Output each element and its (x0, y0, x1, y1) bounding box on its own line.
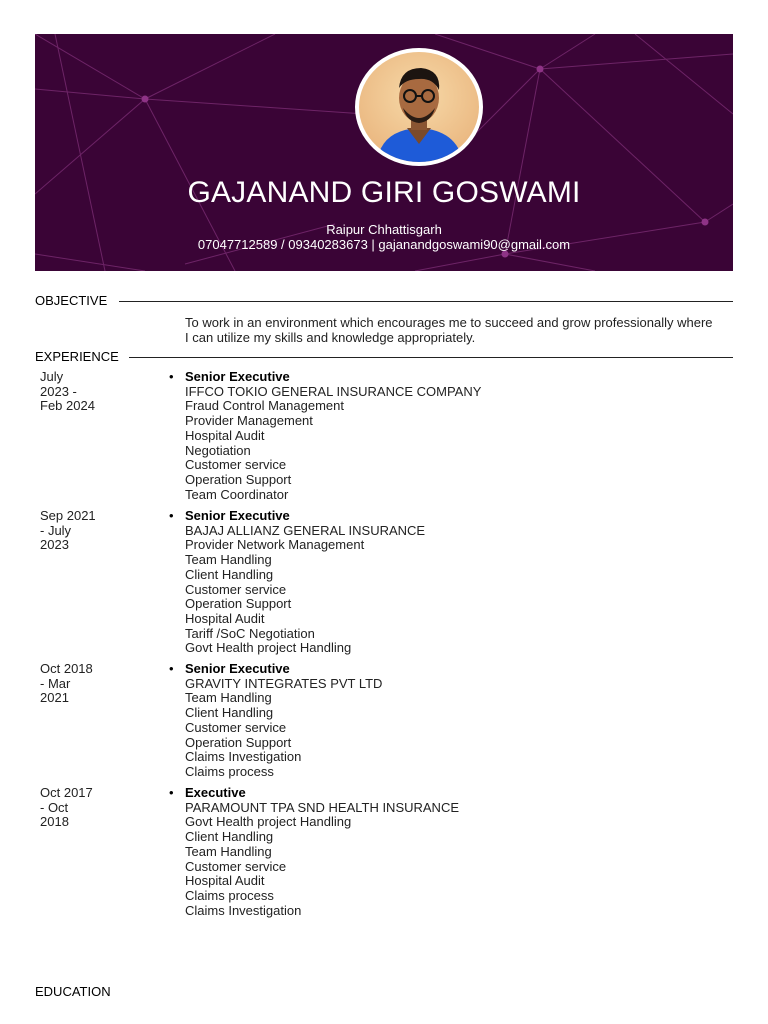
objective-text: To work in an environment which encourages me to succeed and grow professionally where I can utilize my skills and knowledge appropriately. (185, 315, 713, 345)
job-role: Executive (185, 785, 246, 800)
job-role: Senior Executive (185, 661, 290, 676)
responsibility-item: Govt Health project Handling (185, 814, 352, 830)
contact-info: 07047712589 / 09340283673 | gajanandgoswami90@gmail.com (197, 237, 571, 252)
experience-date: July 2023 - Feb 2024 (40, 369, 95, 414)
experience-details (169, 661, 705, 780)
responsibility-item: Provider Network Management (185, 537, 365, 553)
objective-section-header (35, 293, 733, 309)
company-name: IFFCO TOKIO GENERAL INSURANCE COMPANY (185, 383, 482, 399)
experience-details (169, 508, 705, 656)
responsibility-item: Customer service (185, 719, 287, 735)
responsibility-item: Provider Management (185, 413, 313, 429)
responsibility-item: Hospital Audit (185, 610, 265, 626)
responsibility-item: Claims process (185, 887, 274, 903)
experience-section-header (35, 349, 733, 365)
bullet-icon: • (169, 508, 174, 523)
responsibility-item: Claims Investigation (185, 749, 302, 765)
responsibility-item: Client Handling (185, 829, 274, 845)
responsibility-item: Claims process (185, 763, 274, 779)
responsibility-item: Hospital Audit (185, 427, 265, 443)
responsibility-item: Client Handling (185, 566, 274, 582)
experience-details (169, 369, 705, 502)
objective-divider (119, 301, 733, 302)
company-name: BAJAJ ALLIANZ GENERAL INSURANCE (185, 522, 426, 538)
responsibility-item: Hospital Audit (185, 873, 265, 889)
responsibility-item: Fraud Control Management (185, 398, 344, 414)
bullet-icon: • (169, 785, 174, 800)
responsibility-item: Team Handling (185, 552, 272, 568)
header-banner (35, 34, 733, 271)
profile-photo (355, 48, 483, 166)
responsibility-item: Client Handling (185, 705, 274, 721)
candidate-name: GAJANAND GIRI GOSWAMI (187, 176, 581, 209)
experience-date: Oct 2018 - Mar 2021 (40, 661, 93, 706)
experience-date: Sep 2021 - July 2023 (40, 508, 96, 553)
responsibility-item: Team Handling (185, 690, 272, 706)
company-name: GRAVITY INTEGRATES PVT LTD (185, 675, 383, 691)
experience-date: Oct 2017 - Oct 2018 (40, 785, 93, 830)
location: Raipur Chhattisgarh (326, 222, 442, 237)
responsibility-item: Claims Investigation (185, 902, 302, 918)
job-role: Senior Executive (185, 508, 290, 523)
responsibility-item: Customer service (185, 581, 287, 597)
company-name: PARAMOUNT TPA SND HEALTH INSURANCE (185, 799, 460, 815)
responsibility-item: Negotiation (185, 442, 251, 458)
responsibility-item: Operation Support (185, 471, 292, 487)
experience-details (169, 785, 705, 918)
bullet-icon: • (169, 369, 174, 384)
responsibility-item: Team Coordinator (185, 486, 289, 502)
experience-divider (129, 357, 733, 358)
responsibility-item: Operation Support (185, 596, 292, 612)
responsibility-item: Govt Health project Handling (185, 640, 352, 656)
education-title: EDUCATION (35, 984, 111, 999)
experience-title: EXPERIENCE (35, 349, 129, 364)
job-role: Senior Executive (185, 369, 290, 384)
bullet-icon: • (169, 661, 174, 676)
responsibility-item: Customer service (185, 457, 287, 473)
objective-title: OBJECTIVE (35, 293, 117, 308)
responsibility-item: Team Handling (185, 843, 272, 859)
responsibility-item: Tariff /SoC Negotiation (185, 625, 315, 641)
responsibility-item: Customer service (185, 858, 287, 874)
responsibility-item: Operation Support (185, 734, 292, 750)
